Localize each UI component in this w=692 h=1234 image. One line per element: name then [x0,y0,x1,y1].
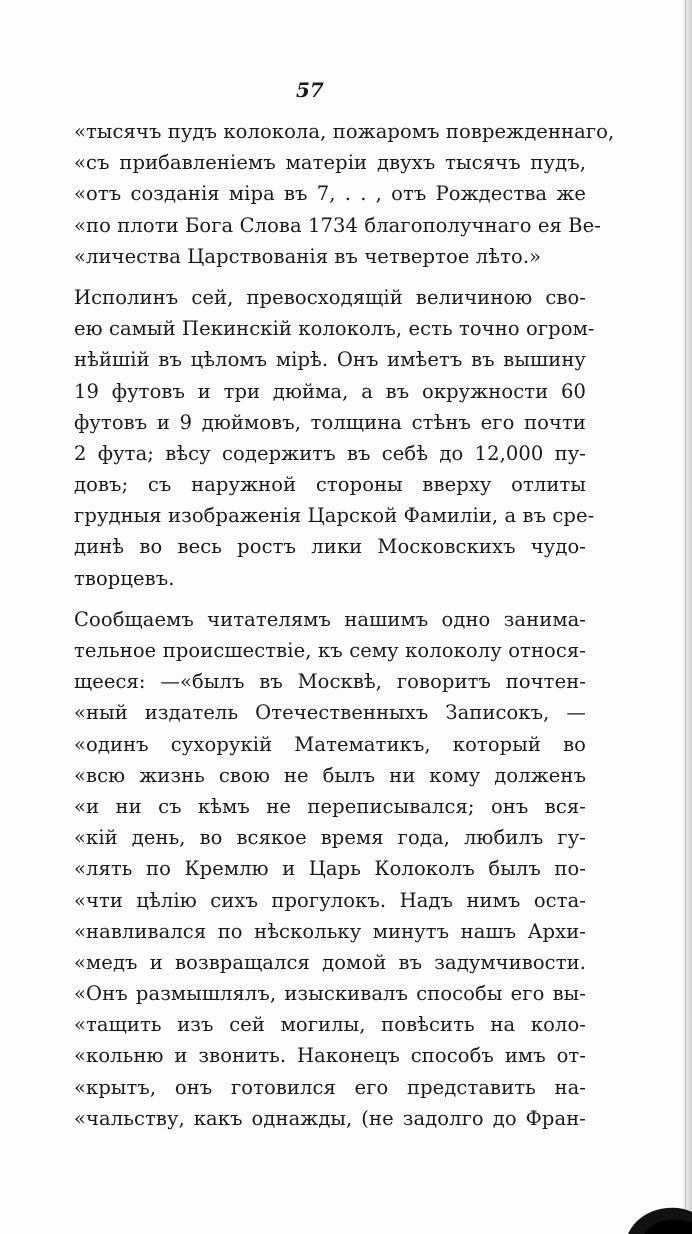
text-line: ею самый Пекинскій колоколъ, есть точно огром- [74,317,595,341]
text-line: «всю жизнь свою не былъ ни кому долженъ [74,763,586,787]
text-line: «одинъ сухорукій Математикъ, который во [74,732,586,756]
text-line: «кій день, во всякое время года, любилъ гу- [74,826,586,850]
text-line: щееся: —«былъ въ Москвѣ, говоритъ почтен- [74,670,586,694]
text-line: «отъ созданія міра въ 7, . . , отъ Рождества же [74,182,586,206]
page-edge-shadow [680,0,692,1234]
text-line: динѣ во весь ростъ лики Московскихъ чудо- [74,535,586,559]
text-line: тельное происшествіе, къ сему колоколу относя- [74,639,586,662]
page-edge-line [685,0,686,1234]
paragraph-3 [74,604,586,1134]
text-line: «чальству, какъ однажды, (не задолго до Фран- [74,1106,586,1130]
text-line: футовъ и 9 дюймовъ, толщина стѣнъ его почти [74,410,586,434]
text-line: «съ прибавленіемъ матеріи двухъ тысячъ пудъ, [74,151,586,175]
text-line: грудныя изображенія Царской Фамиліи, а въ сре- [74,504,595,528]
text-line: «личества Царствованія въ четвертое лѣто.» [74,244,542,268]
text-line: «Онъ размышлялъ, изыскивалъ способы его вы- [74,982,586,1006]
page-corner-blot [622,1190,692,1234]
paragraph-gap [74,272,586,282]
page-number: 57 [296,78,324,102]
paragraph-gap [74,594,586,604]
text-line: 2 фута; вѣсу содержитъ въ себѣ до 12,000 пу- [74,441,586,465]
text-line: нѣйшій въ цѣломъ мірѣ. Онъ имѣетъ въ вышину [74,348,586,372]
text-line: довъ; съ наружной стороны вверху отлиты [74,473,586,497]
text-line: «чти цѣлію сихъ прогулокъ. Надъ нимъ оста- [74,888,586,912]
text-line: «медъ и возвращался домой въ задумчивости. [74,950,586,974]
text-line: «лять по Кремлю и Царь Колоколъ былъ по- [74,857,586,881]
text-line: «крытъ, онъ готовился его представить на- [74,1075,586,1099]
text-line: творцевъ. [74,566,175,590]
text-line: «и ни съ кѣмъ не переписывался; онъ вся- [74,794,586,818]
paragraph-2 [74,282,595,594]
text-line: «тысячъ пудъ колокола, пожаромъ поврежденнаго, [74,120,615,143]
paragraph-1 [74,116,615,272]
text-line: «кольню и звонить. Наконецъ способъ имъ от- [74,1044,586,1068]
text-line: Сообщаемъ читателямъ нашимъ одно занима- [74,607,586,631]
text-line: 19 футовъ и три дюйма, а въ окружности 60 [74,379,586,403]
text-line: «ный издатель Отечественныхъ Записокъ, — [74,701,586,725]
body-text [74,116,615,1134]
text-line: «по плоти Бога Слова 1734 благополучнаго ея Ве- [74,213,601,237]
text-line: «тащить изъ сей могилы, повѣсить на коло- [74,1013,586,1037]
text-line: «навливался по нѣскольку минутъ нашъ Архи- [74,919,586,943]
text-line: Исполинъ сей, превосходящій величиною сво- [74,285,586,309]
